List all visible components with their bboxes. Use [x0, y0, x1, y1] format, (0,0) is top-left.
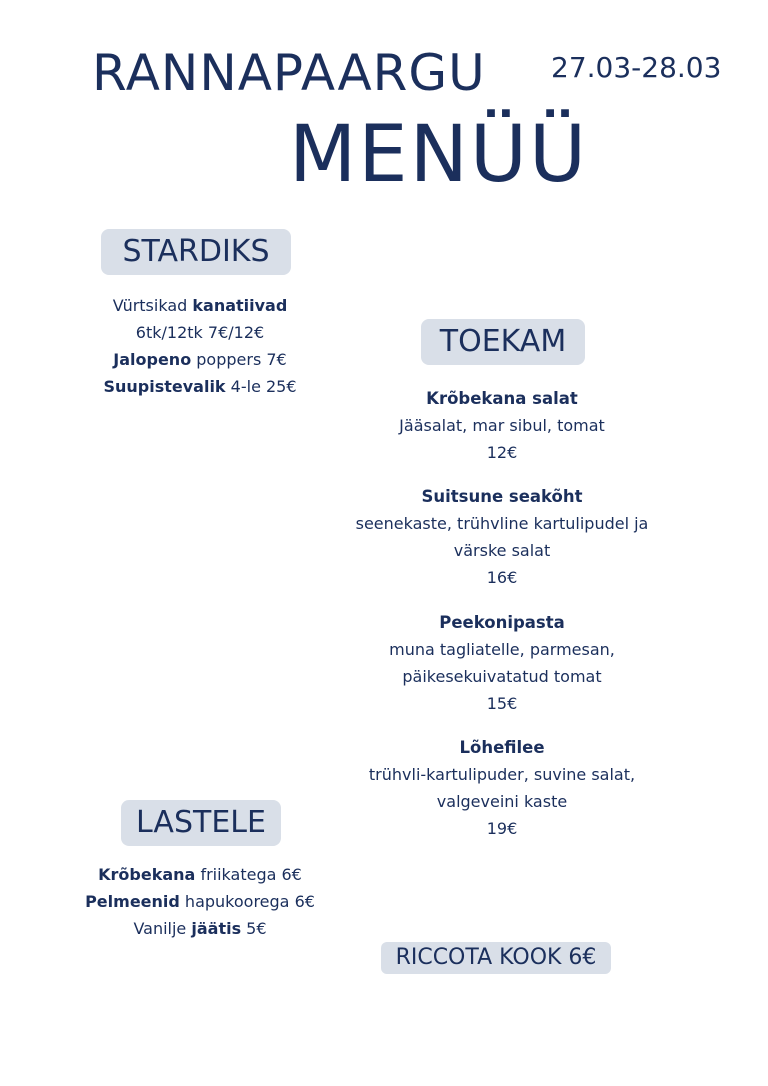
menu-item — [330, 609, 674, 717]
menu-item-price: 12€ — [486, 443, 518, 462]
section-heading-lastele: LASTELE — [121, 800, 281, 846]
stardiks-line: 6tk/12tk 7€/12€ — [135, 323, 265, 342]
menu-item-name: Peekonipasta — [439, 613, 565, 632]
section-heading-toekam: TOEKAM — [421, 319, 585, 365]
menu-item-description: trühvli-kartulipuder, suvine salat, — [368, 765, 636, 784]
stardiks-line: Jalopeno poppers 7€ — [113, 350, 287, 369]
stardiks-line: Suupistevalik 4-le 25€ — [103, 377, 297, 396]
menu-item-description: Jääsalat, mar sibul, tomat — [399, 416, 605, 435]
menu-title: MENÜÜ — [289, 110, 589, 200]
menu-item-name: Krõbekana salat — [426, 389, 578, 408]
lastele-list — [60, 861, 340, 942]
menu-item-name: Lõhefilee — [459, 738, 545, 757]
section-heading-stardiks: STARDIKS — [101, 229, 291, 275]
menu-item — [330, 385, 674, 466]
dessert-item: RICCOTA KOOK 6€ — [381, 942, 611, 974]
menu-item-price: 19€ — [486, 819, 518, 838]
menu-item — [330, 483, 674, 591]
menu-item-description: valgeveini kaste — [436, 792, 568, 811]
menu-item-description: seenekaste, trühvline kartulipudel ja — [355, 514, 649, 533]
menu-date-range: 27.03-28.03 — [551, 51, 722, 84]
stardiks-list — [60, 292, 340, 400]
stardiks-line: Vürtsikad kanatiivad — [112, 296, 288, 315]
menu-item-price: 16€ — [486, 568, 518, 587]
lastele-line: Pelmeenid hapukoorega 6€ — [85, 892, 315, 911]
menu-item-price: 15€ — [486, 694, 518, 713]
menu-item-description: päikesekuivatatud tomat — [402, 667, 602, 686]
lastele-line: Krõbekana friikatega 6€ — [98, 865, 302, 884]
menu-item-name: Suitsune seakõht — [421, 487, 583, 506]
menu-item — [330, 734, 674, 842]
menu-item-description: värske salat — [453, 541, 551, 560]
restaurant-title: RANNAPAARGU — [92, 44, 486, 102]
menu-item-description: muna tagliatelle, parmesan, — [389, 640, 615, 659]
lastele-line: Vanilje jäätis 5€ — [133, 919, 267, 938]
